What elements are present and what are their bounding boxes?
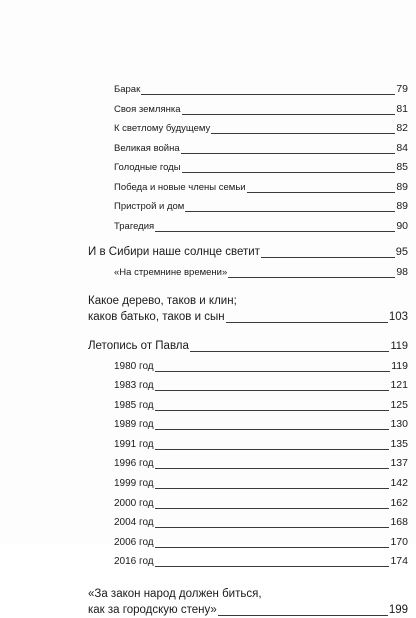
leader-line — [218, 614, 388, 616]
toc-entry-title: 1999 год — [114, 478, 154, 490]
spacer — [88, 283, 408, 293]
leader-line — [181, 152, 396, 154]
toc-page-number: 121 — [390, 379, 408, 392]
leader-line — [228, 276, 395, 278]
toc-page-number: 79 — [396, 83, 408, 95]
toc-entry-pristroi — [88, 197, 408, 217]
toc-entry-year — [88, 454, 408, 474]
toc-entry-title: 1980 год — [114, 360, 154, 372]
leader-line — [155, 546, 390, 548]
toc-entry-year — [88, 357, 408, 377]
toc-page-number: 90 — [396, 219, 408, 232]
toc-page-number: 137 — [390, 457, 408, 470]
toc-entry-title: 1996 год — [114, 458, 154, 470]
toc-entry-title: 1989 год — [114, 419, 154, 431]
leader-line — [155, 230, 395, 232]
toc-entry-budushchemu — [88, 119, 408, 139]
toc-page-number: 135 — [390, 437, 408, 450]
toc-page-number: 98 — [396, 266, 408, 278]
toc-entry-title: Барак — [114, 84, 141, 95]
toc-entry-title-line: каков батько, таков и сын — [88, 310, 225, 323]
table-of-contents — [88, 80, 408, 618]
leader-line — [185, 210, 395, 212]
toc-entry-tragediya — [88, 217, 408, 237]
toc-page-number: 162 — [390, 496, 408, 509]
leader-line — [155, 526, 390, 528]
toc-entry-derevo — [88, 293, 408, 325]
spacer — [88, 325, 408, 335]
year-list — [88, 357, 408, 573]
toc-page-number: 89 — [396, 200, 408, 212]
leader-line — [155, 389, 390, 391]
toc-entry-title: 1991 год — [114, 438, 154, 450]
leader-line — [155, 507, 390, 509]
toc-entry-title-line: «За закон народ должен биться, — [88, 588, 262, 601]
leader-line — [155, 428, 390, 430]
toc-entry-title: Голодные годы — [114, 162, 181, 173]
spacer — [88, 572, 408, 586]
toc-entry-title: К светлому будущему — [114, 123, 211, 134]
toc-entry-sibir — [88, 241, 408, 263]
toc-entry-title: 2016 год — [114, 556, 154, 568]
leader-line — [211, 132, 395, 134]
toc-entry-year — [88, 474, 408, 494]
toc-entry-zakon — [88, 586, 408, 618]
toc-entry-barak — [88, 80, 408, 100]
toc-entry-title: Пристрой и дом — [114, 201, 185, 212]
leader-line — [155, 467, 390, 469]
toc-entry-year — [88, 513, 408, 533]
toc-entry-voina — [88, 139, 408, 159]
leader-line — [155, 565, 390, 567]
leader-line — [155, 370, 391, 372]
leader-line — [155, 487, 390, 489]
toc-page-number: 174 — [390, 555, 408, 568]
toc-entry-year — [88, 435, 408, 455]
toc-entry-title: Великая война — [114, 142, 180, 154]
toc-entry-year — [88, 376, 408, 396]
toc-entry-title: 2004 год — [114, 517, 154, 529]
toc-page-number: 130 — [390, 418, 408, 431]
toc-page-number: 119 — [390, 339, 408, 352]
toc-page-number: 85 — [396, 161, 408, 173]
toc-entry-year — [88, 494, 408, 514]
toc-entry-title: «На стремнине времени» — [114, 267, 228, 278]
leader-line — [247, 191, 396, 193]
toc-page-number: 81 — [396, 102, 408, 115]
toc-entry-title: 2006 год — [114, 536, 154, 548]
leader-line — [141, 93, 395, 95]
leader-line — [155, 448, 390, 450]
toc-entry-title: 1985 год — [114, 399, 154, 411]
leader-line — [182, 171, 396, 173]
toc-page-number: 119 — [391, 359, 408, 372]
toc-entry-stremnine — [88, 263, 408, 283]
leader-line — [155, 409, 390, 411]
toc-page-number: 125 — [390, 398, 408, 411]
toc-entry-title: Своя землянка — [114, 103, 181, 115]
toc-page-number: 84 — [396, 141, 408, 154]
toc-entry-year — [88, 415, 408, 435]
toc-page-number: 103 — [388, 310, 408, 323]
toc-entry-letopis — [88, 335, 408, 357]
toc-entry-year — [88, 552, 408, 572]
toc-page-number: 170 — [390, 535, 408, 548]
toc-entry-golodnye — [88, 158, 408, 178]
leader-line — [226, 321, 388, 323]
toc-entry-title-line: Какое дерево, таков и клин; — [88, 294, 237, 307]
toc-page-number: 95 — [395, 246, 408, 258]
toc-page-number: 89 — [396, 180, 408, 193]
toc-page-number: 82 — [396, 122, 408, 134]
toc-entry-title: Летопись от Павла — [88, 339, 189, 352]
toc-page-number: 199 — [388, 604, 408, 617]
toc-entry-zemlyanka — [88, 100, 408, 120]
toc-entry-year — [88, 396, 408, 416]
toc-entry-title: 1983 год — [114, 380, 154, 392]
toc-entry-pobeda — [88, 178, 408, 198]
toc-page-number: 168 — [390, 516, 408, 529]
leader-line — [182, 113, 396, 115]
toc-entry-title: Трагедия — [114, 220, 155, 232]
leader-line — [261, 256, 395, 258]
toc-entry-year — [88, 533, 408, 553]
toc-page-number: 142 — [390, 477, 408, 490]
toc-entry-title-line: как за городскую стену» — [88, 604, 217, 617]
toc-entry-title: Победа и новые члены семьи — [114, 181, 246, 193]
leader-line — [190, 350, 390, 352]
toc-entry-title: И в Сибири наше солнце светит — [88, 246, 260, 258]
toc-entry-title: 2000 год — [114, 497, 154, 509]
